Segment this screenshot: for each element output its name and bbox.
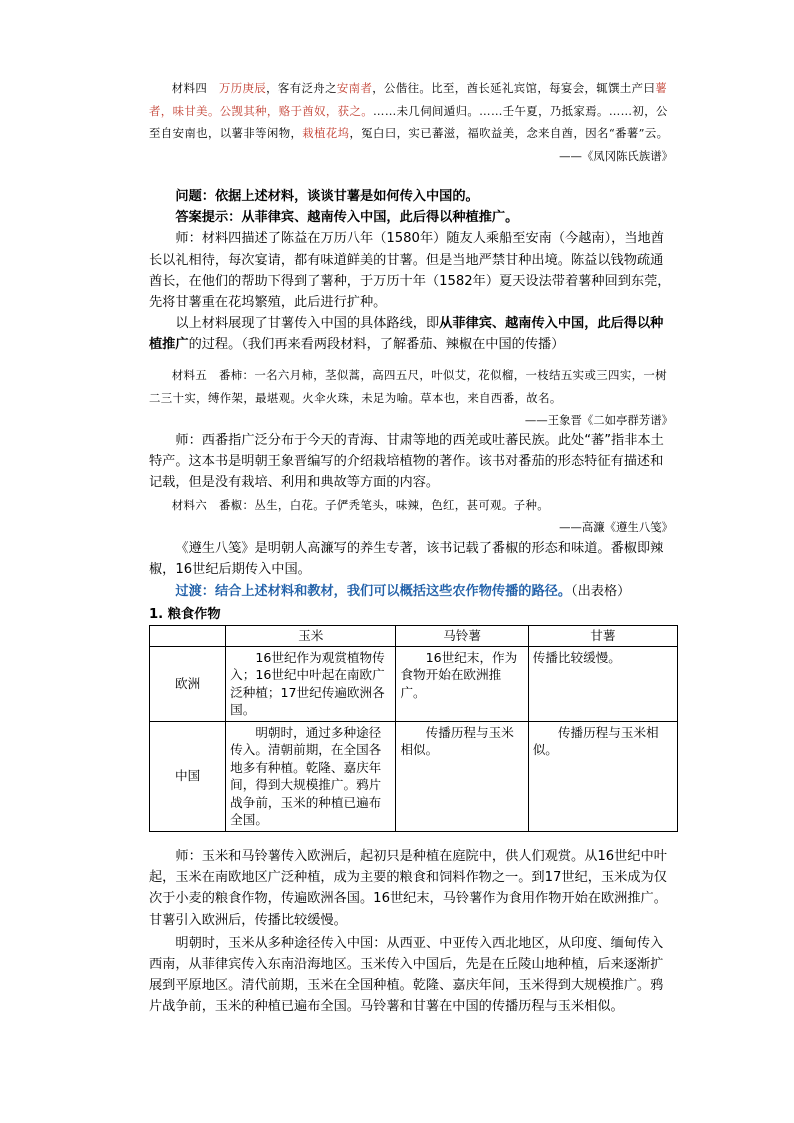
summary-paragraph: 以上材料展现了甘薯传入中国的具体路线，即从菲律宾、越南传入中国，此后得以种植推广的过程。（我们再来看两段材料，了解番茄、辣椒在中国的传播） xyxy=(149,316,664,353)
teacher-explanation-5: 明朝时，玉米从多种途径传入中国：从西亚、中亚传入西北地区，从印度、缅甸传入西南，从菲律宾传入东南沿海地区。玉米传入中国后，先是在丘陵山地种植，后来逐渐扩展到平原地区。清代前期，玉米在全国种植。乾隆、嘉庆年间，玉米得到大规模推广。鸦片战争前，玉米的种植已遍布全国。马铃薯和甘薯在中国的传播历程与玉米相似。 xyxy=(149,935,664,1015)
highlight-year: 万历庚辰 xyxy=(218,81,267,95)
header-cell xyxy=(150,626,226,647)
text-segment: ，公偕往。比至，酋长延礼宾馆，每宴会，辄馔土产曰 xyxy=(372,81,656,95)
material-four-source: ——《凤冈陈氏族谱》 xyxy=(559,148,673,163)
row-header-europe: 欧洲 xyxy=(150,646,226,721)
grain-crops-table xyxy=(149,625,678,832)
table-cell: 明朝时，通过多种途径传入。清朝前期，在全国各地多有种植。乾隆、嘉庆年间，得到大规模推广。鸦片战争前，玉米的种植已遍布全国。 xyxy=(226,721,396,831)
section-two xyxy=(149,430,673,602)
table-cell: 传播历程与玉米相似。 xyxy=(528,721,677,831)
material-five-text: 材料五 番柿：一名六月柿，茎似蒿，高四五尺，叶似艾，花似榴，一枝结五实或三四实，一树二三十实，缚作架，最堪观。火伞火珠，未足为喻。草本也，来自西番，故名。 xyxy=(149,368,668,405)
question: 问题：依据上述材料，谈谈甘薯是如何传入中国的。 xyxy=(175,189,479,204)
teacher-explanation-2: 师：西番指广泛分布于今天的青海、甘肃等地的西羌或吐蕃民族。此处“蕃”指非本土特产。这本书是明朝王象晋编写的介绍栽培植物的著作。该书对番茄的形态特征有描述和记载，但是没有栽培、利用和典故等方面的内容。 xyxy=(149,433,664,491)
table-header-row xyxy=(150,626,678,647)
text-segment: ，冤白曰，实已蕃滋，福吹益美，念来自酋，因名“番薯”云。 xyxy=(349,126,669,140)
table-cell: 传播历程与玉米相似。 xyxy=(396,721,528,831)
grain-crops-section xyxy=(149,605,679,832)
table-cell: 16世纪末，作为食物开始在欧洲推广。 xyxy=(396,646,528,721)
material-label: 材料四 xyxy=(171,81,219,95)
highlight-place: 安南者 xyxy=(336,81,373,95)
row-header-china: 中国 xyxy=(150,721,226,831)
table-title: 1. 粮食作物 xyxy=(149,607,221,622)
closing-section xyxy=(149,846,673,1018)
answer-hint: 答案提示：从菲律宾、越南传入中国，此后得以种植推广。 xyxy=(175,210,519,226)
material-six-text: 材料六 番椒：丛生，白花。子俨秃笔头，味辣，色红，甚可观。子种。 xyxy=(171,497,550,512)
material-four xyxy=(149,77,673,167)
material-five xyxy=(149,364,673,431)
table-cell: 16世纪作为观赏植物传入；16世纪中叶起在南欧广泛种植；17世纪传遍欧洲各国。 xyxy=(226,646,396,721)
teacher-explanation-3: 《遵生八笺》是明朝人高濂写的养生专著，该书记载了番椒的形态和味道。番椒即辣椒，16世纪后期传入中国。 xyxy=(149,541,664,578)
table-row xyxy=(150,646,678,721)
highlight-planting: 栽植花坞 xyxy=(302,126,350,140)
teacher-explanation-4: 师：玉米和马铃薯传入欧洲后，起初只是种植在庭院中，供人们观赏。从16世纪中叶起，玉米在南欧地区广泛种植，成为主要的粮食和饲料作物之一。到17世纪，玉米成为仅次于小麦的粮食作物，传遍欧洲各国。16世纪末，马铃薯作为食用作物开始在欧洲推广。甘薯引入欧洲后，传播比较缓慢。 xyxy=(149,849,667,928)
table-row xyxy=(150,721,678,831)
transition: 过渡：结合上述材料和教材，我们可以概括这些农作物传播的路径。（出表格） xyxy=(175,583,631,599)
table-cell: 传播比较缓慢。 xyxy=(528,646,677,721)
header-cell: 马铃薯 xyxy=(396,626,528,647)
material-five-source: ——王象晋《二如亭群芳谱》 xyxy=(524,413,673,427)
header-cell: 甘薯 xyxy=(528,626,677,647)
material-six-source: ——高濂《遵生八笺》 xyxy=(559,520,673,535)
text-segment: ，客有泛舟之 xyxy=(266,81,337,95)
teacher-explanation-1: 师：材料四描述了陈益在万历八年（1580年）随友人乘船至安南（今越南），当地酋长以礼相待，每次宴请，都有味道鲜美的甘薯。但是当地严禁甘种出境。陈益以钱物疏通酋长，在他们的帮助下得到了薯种，于万历十年（1582年）夏天设法带着薯种回到东莞，先将甘薯重在花坞繁殖，此后进行扩种。 xyxy=(149,231,671,311)
text-segment: ……未几伺间遁归。……壬午夏，乃抵家焉。……初，公至自安南也，以薯非等闲物， xyxy=(149,103,668,140)
header-cell: 玉米 xyxy=(226,626,396,647)
material-four-text xyxy=(149,77,673,145)
highlight-sweet-potato: 薯者，味甘美。公觊其种，赂于酋奴，获之。 xyxy=(149,81,668,118)
question-section xyxy=(149,186,673,356)
